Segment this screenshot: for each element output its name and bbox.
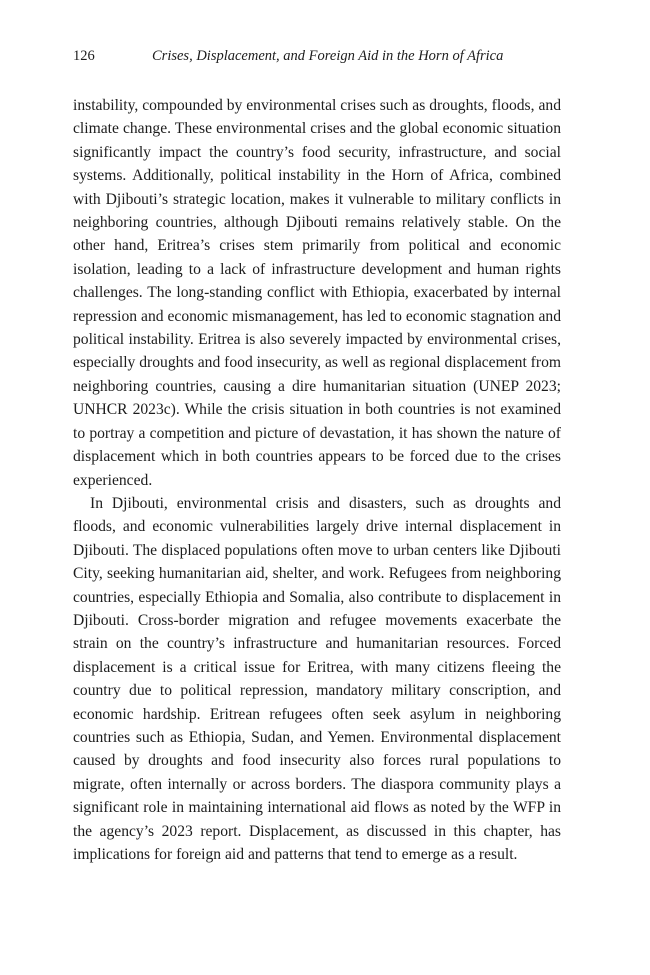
- running-title: Crises, Displacement, and Foreign Aid in the Horn of Africa: [152, 48, 504, 64]
- page-number: 126: [73, 48, 95, 64]
- body-text: [73, 94, 561, 866]
- paragraph-continued: instability, compounded by environmental crises such as droughts, floods, and climate change. These environmental crises and the global economic situation significantly impact the country’s food security, infrastructure, and social systems. Additionally, political instability in the Horn of Africa, combined with Djibouti’s strategic location, makes it vulnerable to military conflicts in neighboring countries, although Djibouti remains relatively stable. On the other hand, Eritrea’s crises stem primarily from political and economic isolation, leading to a lack of infrastructure development and human rights challenges. The long-standing conflict with Ethiopia, exacerbated by internal repression and economic mismanagement, has led to economic stagnation and political instability. Eritrea is also severely impacted by environmental crises, especially droughts and food insecurity, as well as regional displacement from neighboring countries, causing a dire humanitarian situation (UNEP 2023; UNHCR 2023c). While the crisis situation in both countries is not examined to portray a competition and picture of devastation, it has shown the nature of displacement which in both countries appears to be forced due to the crises experienced.: [73, 97, 561, 489]
- running-head: [73, 46, 561, 66]
- paragraph-djibouti-displacement: In Djibouti, environmental crisis and disasters, such as droughts and floods, and economic vulnerabilities largely drive internal displacement in Djibouti. The displaced populations often move to urban centers like Djibouti City, seeking humanitarian aid, shelter, and work. Refugees from neighboring countries, especially Ethiopia and Somalia, also contribute to displacement in Djibouti. Cross-border migration and refugee movements exacerbate the strain on the country’s infrastructure and humanitarian resources. Forced displacement is a critical issue for Eritrea, with many citizens fleeing the country due to political repression, mandatory military conscription, and economic hardship. Eritrean refugees often seek asylum in neighboring countries such as Ethiopia, Sudan, and Yemen. Environmental displacement caused by droughts and food insecurity also forces rural populations to migrate, often internally or across borders. The diaspora community plays a significant role in maintaining international aid flows as noted by the WFP in the agency’s 2023 report. Displacement, as discussed in this chapter, has implications for foreign aid and patterns that tend to emerge as a result.: [73, 494, 561, 863]
